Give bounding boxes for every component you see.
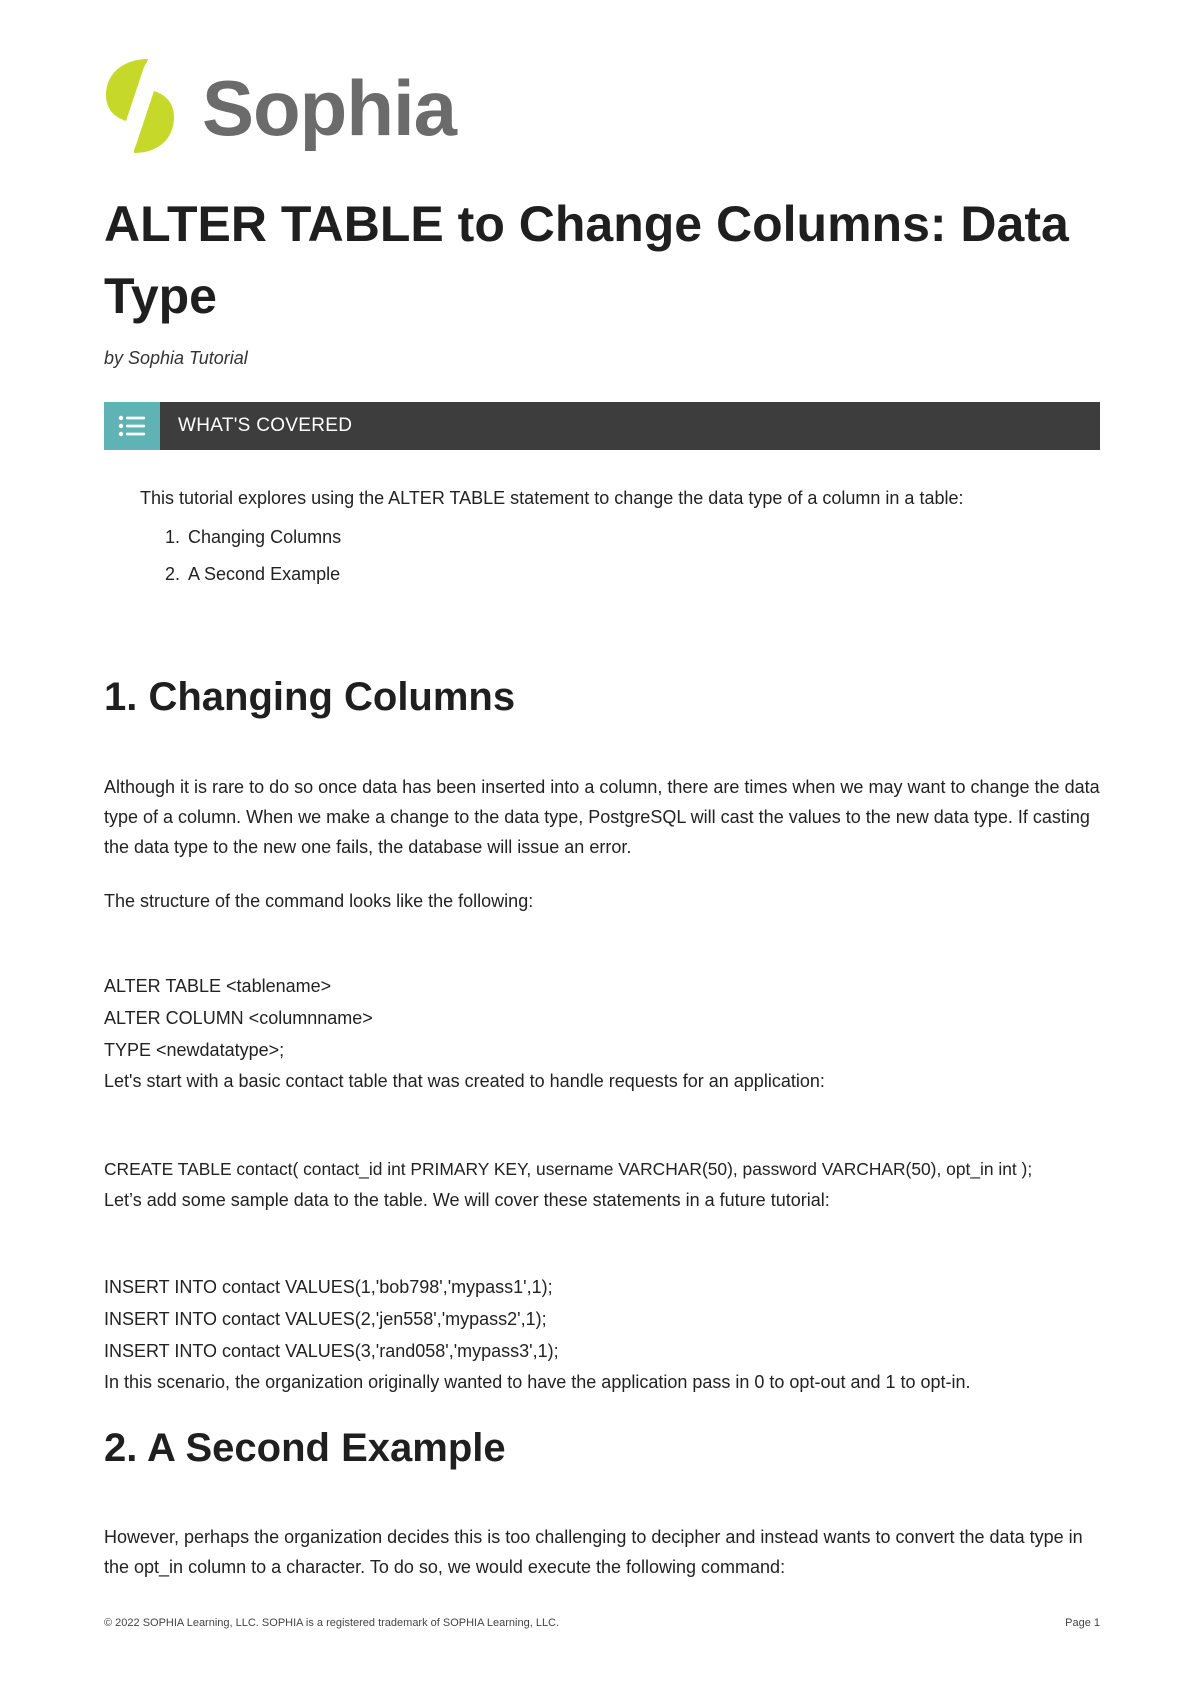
code-line: INSERT INTO contact VALUES(2,'jen558','mypass2',1); (104, 1309, 547, 1329)
code-line: INSERT INTO contact VALUES(1,'bob798','mypass1',1); (104, 1277, 553, 1297)
page-number: Page 1 (1065, 1617, 1100, 1629)
code-line: INSERT INTO contact VALUES(3,'rand058','mypass3',1); (104, 1341, 559, 1361)
section-1-paragraph-5: In this scenario, the organization originally wanted to have the application pass in 0 to opt-out and 1 to opt-in. (104, 1372, 971, 1392)
footer-copyright: © 2022 SOPHIA Learning, LLC. SOPHIA is a registered trademark of SOPHIA Learning, LLC. (104, 1617, 560, 1629)
page-title: ALTER TABLE to Change Columns: Data Type (104, 196, 1069, 324)
list-icon (104, 402, 160, 450)
list-item[interactable]: 1. Changing Columns (164, 527, 342, 547)
byline: by Sophia Tutorial (104, 348, 248, 368)
section-heading-changing-columns: 1. Changing Columns (104, 675, 516, 719)
brand-wordmark: Sophia (202, 64, 457, 152)
code-line: TYPE <newdatatype>; (104, 1040, 285, 1060)
code-line: CREATE TABLE contact( contact_id int PRIMARY KEY, username VARCHAR(50), password VARCHAR(50), opt_in int ); (104, 1159, 1033, 1179)
whats-covered-banner (104, 402, 1100, 450)
section-1-paragraph-1: Although it is rare to do so once data has been inserted into a column, there are times when we may want to change the data type of a column. When we make a change to the data type, PostgreSQL will cast the values to the new data type. If casting the data type to the new one fails, the database will issue an error. (104, 777, 1100, 857)
section-1-paragraph-4: Let’s add some sample data to the table. We will cover these statements in a future tutorial: (104, 1190, 830, 1210)
list-item[interactable]: 2. A Second Example (164, 564, 341, 584)
sophia-logo[interactable] (104, 56, 456, 156)
section-2-paragraph-1: However, perhaps the organization decides this is too challenging to decipher and instead wants to convert the data type in the opt_in column to a character. To do so, we would execute the following command: (104, 1527, 1083, 1577)
section-1-paragraph-3: Let's start with a basic contact table that was created to handle requests for an application: (104, 1071, 825, 1091)
section-1-paragraph-2: The structure of the command looks like the following: (104, 891, 534, 911)
code-line: ALTER TABLE <tablename> (104, 976, 332, 996)
whats-covered-label: WHAT'S COVERED (178, 415, 353, 436)
covered-intro: This tutorial explores using the ALTER TABLE statement to change the data type of a column in a table: (140, 488, 964, 508)
sophia-mark-icon (104, 57, 176, 155)
code-line: ALTER COLUMN <columnname> (104, 1008, 373, 1028)
covered-list (140, 522, 341, 596)
section-heading-second-example: 2. A Second Example (104, 1426, 506, 1470)
